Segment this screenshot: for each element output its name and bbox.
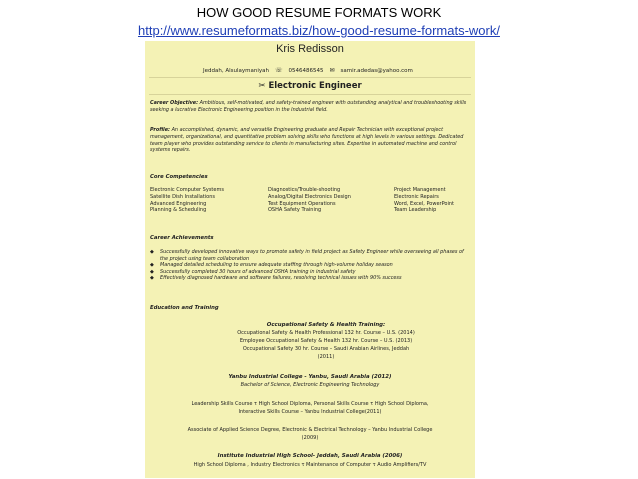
list-item xyxy=(150,262,472,269)
bullet-icon: ◆ xyxy=(150,268,154,275)
achievement-text: Successfully completed 30 hours of advanced OSHA training in industrial safety xyxy=(160,268,356,275)
associate-year: (2009) xyxy=(301,435,319,441)
competency-item: Analog/Digital Electronics Design xyxy=(268,193,351,200)
competency-item: Electronic Repairs xyxy=(394,193,439,200)
achievement-text: Successfully developed innovative ways to promote safety in field project as Safety Engineer while overseeing all phases of the project using team collaboration xyxy=(160,249,464,262)
achievement-text: Effectively diagnosed hardware and software failures, resolving technical issues with 90% success xyxy=(160,275,402,282)
competency-item: Advanced Engineering xyxy=(150,200,207,207)
osh-line: (2011) xyxy=(317,354,335,360)
contact-line xyxy=(203,67,473,74)
bullet-icon: ◆ xyxy=(150,249,154,255)
institute-line: High School Diploma , Industry Electronics τ Maintenance of Computer τ Audio Amplifiers/TV xyxy=(193,462,427,468)
divider xyxy=(149,77,471,78)
osh-line: Occupational Safety 30 hr. Course – Saudi Arabian Airlines, Jeddah xyxy=(242,346,410,352)
divider xyxy=(149,94,471,95)
college-title: Yanbu Industrial College - Yanbu, Saudi Arabia (2012) xyxy=(228,374,392,380)
objective-text: Ambitious, self-motivated, and safety-trained engineer with outstanding analytical and troubleshooting skills seeking a lucrative Electronic Engineering position in the Industrial field. xyxy=(150,100,467,113)
osh-title: Occupational Safety & Health Training: xyxy=(266,322,386,328)
osh-line: Employee Occupational Safety & Health 132 hr. Course – U.S. (2013) xyxy=(239,338,413,344)
osh-line: Occupational Safety & Health Professional 132 hr. Course – U.S. (2014) xyxy=(237,330,415,336)
bullet-icon: ◆ xyxy=(150,275,154,282)
associate-degree: Associate of Applied Science Degree, Electronic & Electrical Technology – Yanbu Industrial College xyxy=(187,427,433,433)
career-objective xyxy=(150,100,472,114)
list-item xyxy=(150,275,472,282)
competency-item: Word, Excel, PowerPoint xyxy=(394,200,454,207)
competency-item: Satellite Dish Installations xyxy=(150,193,215,200)
source-link[interactable]: http://www.resumeformats.biz/how-good-resume-formats-work/ xyxy=(138,23,500,38)
competency-item: Project Management xyxy=(394,187,446,193)
competencies-heading: Core Competencies xyxy=(150,174,208,180)
phone-icon: ☏ xyxy=(275,67,283,74)
profile xyxy=(150,127,472,154)
list-item xyxy=(150,269,472,276)
resume-image xyxy=(145,41,475,478)
achievements-heading: Career Achievements xyxy=(150,235,214,241)
competency-item: Test Equipment Operations xyxy=(268,200,336,207)
competency-item: Diagnostics/Trouble-shooting xyxy=(268,187,341,193)
objective-label: Career Objective: xyxy=(150,100,199,106)
contact-location: Jeddah, Alsulaymaniyah xyxy=(203,67,269,74)
profile-label: Profile: xyxy=(150,127,171,133)
mail-icon: ✉ xyxy=(329,67,335,74)
institute-title: Institute Industrial High School- Jeddah, Saudi Arabia (2006) xyxy=(217,453,403,459)
headline-text: Electronic Engineer xyxy=(268,81,362,91)
competency-item: OSHA Safety Training xyxy=(268,207,322,214)
slide-title: HOW GOOD RESUME FORMATS WORK xyxy=(196,5,442,20)
college-courses: Interactive Skills Course – Yanbu Industrial College(2011) xyxy=(238,409,382,415)
resume-headline xyxy=(145,81,475,91)
college-courses: Leadership Skills Course τ High School Diploma, Personal Skills Course τ High School Diploma, xyxy=(191,401,429,407)
list-item xyxy=(150,249,472,262)
education-heading: Education and Training xyxy=(150,305,219,311)
decor-icon: ✂ xyxy=(258,81,269,91)
competency-item: Team Leadership xyxy=(394,207,437,214)
college-degree: Bachelor of Science, Electronic Engineering Technology xyxy=(240,382,380,388)
achievement-text: Managed detailed scheduling to ensure adequate staffing through high-volume holiday season xyxy=(160,262,393,269)
contact-phone: 0546486545 xyxy=(288,67,324,74)
resume-name: Kris Redisson xyxy=(276,43,344,55)
contact-email: samir.adedas@yahoo.com xyxy=(340,67,413,74)
profile-text: An accomplished, dynamic, and versatile Engineering graduate and Repair Technician with exceptional project management, organizational, and quantitative problem solving skills who functions at high levels in various settings. Dedicated team player who provides outstanding service to clients in manufacturing sites. Expertise in automated machine and control systems repairs. xyxy=(150,127,464,154)
competency-item: Electronic Computer Systems xyxy=(150,187,224,193)
achievements-list xyxy=(150,249,472,282)
competency-item: Planning & Scheduling xyxy=(150,207,207,214)
competencies-grid xyxy=(150,187,472,214)
bullet-icon: ◆ xyxy=(150,262,154,269)
